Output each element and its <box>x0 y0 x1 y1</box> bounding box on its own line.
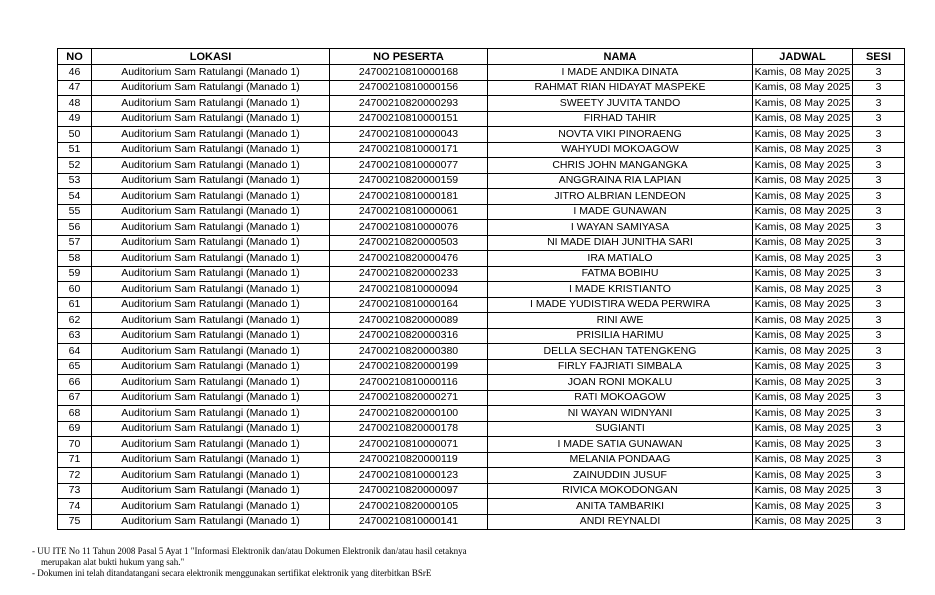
cell-lokasi: Auditorium Sam Ratulangi (Manado 1) <box>92 96 330 112</box>
cell-sesi: 3 <box>853 111 905 127</box>
cell-no-peserta: 24700210820000178 <box>330 421 488 437</box>
table-row <box>58 406 905 422</box>
cell-sesi: 3 <box>853 173 905 189</box>
cell-lokasi: Auditorium Sam Ratulangi (Manado 1) <box>92 328 330 344</box>
table-row <box>58 437 905 453</box>
cell-sesi: 3 <box>853 80 905 96</box>
cell-no-peserta: 24700210810000061 <box>330 204 488 220</box>
cell-no-peserta: 24700210820000316 <box>330 328 488 344</box>
cell-sesi: 3 <box>853 266 905 282</box>
cell-nama: JITRO ALBRIAN LENDEON <box>488 189 753 205</box>
header-lokasi: LOKASI <box>92 49 330 65</box>
cell-no-peserta: 24700210820000105 <box>330 499 488 515</box>
cell-jadwal: Kamis, 08 May 2025 <box>753 127 853 143</box>
table-row <box>58 266 905 282</box>
cell-no-peserta: 24700210810000094 <box>330 282 488 298</box>
table-row <box>58 282 905 298</box>
cell-no: 50 <box>58 127 92 143</box>
cell-no-peserta: 24700210820000233 <box>330 266 488 282</box>
cell-no: 67 <box>58 390 92 406</box>
cell-sesi: 3 <box>853 375 905 391</box>
cell-no-peserta: 24700210810000168 <box>330 65 488 81</box>
cell-lokasi: Auditorium Sam Ratulangi (Manado 1) <box>92 235 330 251</box>
cell-no-peserta: 24700210810000077 <box>330 158 488 174</box>
table-row <box>58 142 905 158</box>
cell-jadwal: Kamis, 08 May 2025 <box>753 266 853 282</box>
table-row <box>58 173 905 189</box>
table-row <box>58 204 905 220</box>
cell-lokasi: Auditorium Sam Ratulangi (Manado 1) <box>92 406 330 422</box>
table-row <box>58 80 905 96</box>
cell-no: 57 <box>58 235 92 251</box>
cell-no-peserta: 24700210820000293 <box>330 96 488 112</box>
cell-nama: FIRLY FAJRIATI SIMBALA <box>488 359 753 375</box>
cell-no-peserta: 24700210820000199 <box>330 359 488 375</box>
cell-jadwal: Kamis, 08 May 2025 <box>753 65 853 81</box>
cell-no: 47 <box>58 80 92 96</box>
cell-lokasi: Auditorium Sam Ratulangi (Manado 1) <box>92 220 330 236</box>
cell-no: 55 <box>58 204 92 220</box>
table-header-row <box>58 49 905 65</box>
cell-no: 59 <box>58 266 92 282</box>
cell-nama: ANITA TAMBARIKI <box>488 499 753 515</box>
cell-no-peserta: 24700210810000116 <box>330 375 488 391</box>
cell-lokasi: Auditorium Sam Ratulangi (Manado 1) <box>92 127 330 143</box>
cell-sesi: 3 <box>853 483 905 499</box>
cell-jadwal: Kamis, 08 May 2025 <box>753 158 853 174</box>
cell-no-peserta: 24700210820000271 <box>330 390 488 406</box>
legal-note-line-1: - UU ITE No 11 Tahun 2008 Pasal 5 Ayat 1 "Informasi Elektronik dan/atau Dokumen Elektronik dan/atau hasil cetaknya <box>32 546 467 556</box>
legal-note-line-2: merupakan alat bukti hukum yang sah." <box>41 557 185 567</box>
cell-sesi: 3 <box>853 297 905 313</box>
cell-sesi: 3 <box>853 282 905 298</box>
table-row <box>58 375 905 391</box>
cell-nama: RAHMAT RIAN HIDAYAT MASPEKE <box>488 80 753 96</box>
cell-nama: NOVTA VIKI PINORAENG <box>488 127 753 143</box>
cell-jadwal: Kamis, 08 May 2025 <box>753 390 853 406</box>
cell-no: 52 <box>58 158 92 174</box>
cell-sesi: 3 <box>853 468 905 484</box>
cell-nama: JOAN RONI MOKALU <box>488 375 753 391</box>
cell-lokasi: Auditorium Sam Ratulangi (Manado 1) <box>92 437 330 453</box>
table-row <box>58 96 905 112</box>
table-row <box>58 127 905 143</box>
cell-lokasi: Auditorium Sam Ratulangi (Manado 1) <box>92 251 330 267</box>
table-row <box>58 499 905 515</box>
cell-nama: NI WAYAN WIDNYANI <box>488 406 753 422</box>
signature-note: - Dokumen ini telah ditandatangani secara elektronik menggunakan sertifikat elektronik yang diterbitkan BSrE <box>32 568 432 578</box>
cell-nama: ZAINUDDIN JUSUF <box>488 468 753 484</box>
cell-no-peserta: 24700210820000503 <box>330 235 488 251</box>
cell-no: 75 <box>58 514 92 530</box>
cell-nama: CHRIS JOHN MANGANGKA <box>488 158 753 174</box>
table-row <box>58 359 905 375</box>
cell-jadwal: Kamis, 08 May 2025 <box>753 111 853 127</box>
cell-lokasi: Auditorium Sam Ratulangi (Manado 1) <box>92 483 330 499</box>
table-row <box>58 421 905 437</box>
cell-no-peserta: 24700210820000100 <box>330 406 488 422</box>
cell-no: 68 <box>58 406 92 422</box>
cell-nama: RIVICA MOKODONGAN <box>488 483 753 499</box>
participant-table <box>57 48 905 530</box>
table-row <box>58 220 905 236</box>
cell-no-peserta: 24700210810000141 <box>330 514 488 530</box>
cell-nama: SUGIANTI <box>488 421 753 437</box>
cell-no: 53 <box>58 173 92 189</box>
cell-lokasi: Auditorium Sam Ratulangi (Manado 1) <box>92 390 330 406</box>
footer-notes <box>32 546 467 579</box>
cell-lokasi: Auditorium Sam Ratulangi (Manado 1) <box>92 266 330 282</box>
header-jadwal: JADWAL <box>753 49 853 65</box>
cell-jadwal: Kamis, 08 May 2025 <box>753 359 853 375</box>
cell-nama: SWEETY JUVITA TANDO <box>488 96 753 112</box>
cell-nama: WAHYUDI MOKOAGOW <box>488 142 753 158</box>
cell-no: 49 <box>58 111 92 127</box>
table-row <box>58 111 905 127</box>
cell-sesi: 3 <box>853 499 905 515</box>
cell-jadwal: Kamis, 08 May 2025 <box>753 514 853 530</box>
cell-nama: PRISILIA HARIMU <box>488 328 753 344</box>
cell-jadwal: Kamis, 08 May 2025 <box>753 204 853 220</box>
cell-no: 69 <box>58 421 92 437</box>
cell-nama: I MADE YUDISTIRA WEDA PERWIRA <box>488 297 753 313</box>
cell-no: 48 <box>58 96 92 112</box>
cell-jadwal: Kamis, 08 May 2025 <box>753 80 853 96</box>
cell-sesi: 3 <box>853 328 905 344</box>
cell-jadwal: Kamis, 08 May 2025 <box>753 282 853 298</box>
cell-lokasi: Auditorium Sam Ratulangi (Manado 1) <box>92 452 330 468</box>
cell-nama: MELANIA PONDAAG <box>488 452 753 468</box>
cell-jadwal: Kamis, 08 May 2025 <box>753 328 853 344</box>
cell-sesi: 3 <box>853 452 905 468</box>
cell-lokasi: Auditorium Sam Ratulangi (Manado 1) <box>92 297 330 313</box>
cell-no: 60 <box>58 282 92 298</box>
cell-jadwal: Kamis, 08 May 2025 <box>753 96 853 112</box>
cell-no: 65 <box>58 359 92 375</box>
cell-sesi: 3 <box>853 359 905 375</box>
cell-lokasi: Auditorium Sam Ratulangi (Manado 1) <box>92 204 330 220</box>
cell-no-peserta: 24700210820000476 <box>330 251 488 267</box>
cell-sesi: 3 <box>853 220 905 236</box>
cell-jadwal: Kamis, 08 May 2025 <box>753 499 853 515</box>
cell-sesi: 3 <box>853 65 905 81</box>
cell-no: 74 <box>58 499 92 515</box>
cell-jadwal: Kamis, 08 May 2025 <box>753 189 853 205</box>
cell-no-peserta: 24700210810000164 <box>330 297 488 313</box>
cell-lokasi: Auditorium Sam Ratulangi (Manado 1) <box>92 375 330 391</box>
cell-no: 64 <box>58 344 92 360</box>
cell-nama: ANDI REYNALDI <box>488 514 753 530</box>
cell-no: 46 <box>58 65 92 81</box>
cell-nama: I MADE SATIA GUNAWAN <box>488 437 753 453</box>
header-sesi: SESI <box>853 49 905 65</box>
cell-no-peserta: 24700210820000380 <box>330 344 488 360</box>
cell-no: 62 <box>58 313 92 329</box>
table-row <box>58 65 905 81</box>
cell-no: 61 <box>58 297 92 313</box>
cell-nama: I MADE ANDIKA DINATA <box>488 65 753 81</box>
cell-sesi: 3 <box>853 189 905 205</box>
cell-no-peserta: 24700210810000171 <box>330 142 488 158</box>
table-row <box>58 313 905 329</box>
cell-jadwal: Kamis, 08 May 2025 <box>753 452 853 468</box>
cell-no: 63 <box>58 328 92 344</box>
cell-lokasi: Auditorium Sam Ratulangi (Manado 1) <box>92 158 330 174</box>
cell-no-peserta: 24700210810000043 <box>330 127 488 143</box>
cell-no-peserta: 24700210820000097 <box>330 483 488 499</box>
table-row <box>58 390 905 406</box>
cell-no-peserta: 24700210820000119 <box>330 452 488 468</box>
cell-sesi: 3 <box>853 142 905 158</box>
header-nama: NAMA <box>488 49 753 65</box>
cell-lokasi: Auditorium Sam Ratulangi (Manado 1) <box>92 499 330 515</box>
cell-lokasi: Auditorium Sam Ratulangi (Manado 1) <box>92 514 330 530</box>
cell-jadwal: Kamis, 08 May 2025 <box>753 313 853 329</box>
cell-no-peserta: 24700210810000071 <box>330 437 488 453</box>
cell-lokasi: Auditorium Sam Ratulangi (Manado 1) <box>92 173 330 189</box>
cell-no: 58 <box>58 251 92 267</box>
cell-sesi: 3 <box>853 251 905 267</box>
table-row <box>58 251 905 267</box>
cell-sesi: 3 <box>853 421 905 437</box>
cell-lokasi: Auditorium Sam Ratulangi (Manado 1) <box>92 282 330 298</box>
cell-lokasi: Auditorium Sam Ratulangi (Manado 1) <box>92 80 330 96</box>
cell-lokasi: Auditorium Sam Ratulangi (Manado 1) <box>92 313 330 329</box>
cell-lokasi: Auditorium Sam Ratulangi (Manado 1) <box>92 189 330 205</box>
cell-no: 51 <box>58 142 92 158</box>
cell-jadwal: Kamis, 08 May 2025 <box>753 297 853 313</box>
cell-no: 66 <box>58 375 92 391</box>
table-row <box>58 468 905 484</box>
cell-jadwal: Kamis, 08 May 2025 <box>753 421 853 437</box>
cell-nama: I MADE GUNAWAN <box>488 204 753 220</box>
table-row <box>58 452 905 468</box>
cell-no: 56 <box>58 220 92 236</box>
cell-jadwal: Kamis, 08 May 2025 <box>753 173 853 189</box>
cell-lokasi: Auditorium Sam Ratulangi (Manado 1) <box>92 142 330 158</box>
header-no: NO <box>58 49 92 65</box>
cell-no-peserta: 24700210810000151 <box>330 111 488 127</box>
cell-no-peserta: 24700210810000076 <box>330 220 488 236</box>
cell-jadwal: Kamis, 08 May 2025 <box>753 344 853 360</box>
cell-no-peserta: 24700210810000156 <box>330 80 488 96</box>
cell-no-peserta: 24700210820000159 <box>330 173 488 189</box>
cell-no: 72 <box>58 468 92 484</box>
cell-lokasi: Auditorium Sam Ratulangi (Manado 1) <box>92 468 330 484</box>
cell-jadwal: Kamis, 08 May 2025 <box>753 468 853 484</box>
table-row <box>58 189 905 205</box>
cell-sesi: 3 <box>853 204 905 220</box>
cell-no: 71 <box>58 452 92 468</box>
cell-nama: NI MADE DIAH JUNITHA SARI <box>488 235 753 251</box>
cell-jadwal: Kamis, 08 May 2025 <box>753 483 853 499</box>
table-row <box>58 158 905 174</box>
cell-lokasi: Auditorium Sam Ratulangi (Manado 1) <box>92 421 330 437</box>
cell-nama: IRA MATIALO <box>488 251 753 267</box>
cell-nama: RATI MOKOAGOW <box>488 390 753 406</box>
cell-lokasi: Auditorium Sam Ratulangi (Manado 1) <box>92 359 330 375</box>
cell-no: 54 <box>58 189 92 205</box>
header-no-peserta: NO PESERTA <box>330 49 488 65</box>
cell-sesi: 3 <box>853 313 905 329</box>
cell-nama: FATMA BOBIHU <box>488 266 753 282</box>
cell-nama: DELLA SECHAN TATENGKENG <box>488 344 753 360</box>
cell-sesi: 3 <box>853 406 905 422</box>
cell-nama: FIRHAD TAHIR <box>488 111 753 127</box>
cell-jadwal: Kamis, 08 May 2025 <box>753 375 853 391</box>
cell-lokasi: Auditorium Sam Ratulangi (Manado 1) <box>92 111 330 127</box>
cell-no-peserta: 24700210810000123 <box>330 468 488 484</box>
cell-jadwal: Kamis, 08 May 2025 <box>753 251 853 267</box>
cell-lokasi: Auditorium Sam Ratulangi (Manado 1) <box>92 65 330 81</box>
cell-jadwal: Kamis, 08 May 2025 <box>753 437 853 453</box>
cell-lokasi: Auditorium Sam Ratulangi (Manado 1) <box>92 344 330 360</box>
cell-sesi: 3 <box>853 344 905 360</box>
cell-no: 70 <box>58 437 92 453</box>
cell-no-peserta: 24700210820000089 <box>330 313 488 329</box>
table-row <box>58 328 905 344</box>
cell-nama: I WAYAN SAMIYASA <box>488 220 753 236</box>
cell-nama: ANGGRAINA RIA LAPIAN <box>488 173 753 189</box>
cell-sesi: 3 <box>853 235 905 251</box>
cell-sesi: 3 <box>853 96 905 112</box>
cell-nama: I MADE KRISTIANTO <box>488 282 753 298</box>
cell-sesi: 3 <box>853 514 905 530</box>
cell-jadwal: Kamis, 08 May 2025 <box>753 142 853 158</box>
cell-sesi: 3 <box>853 127 905 143</box>
cell-no-peserta: 24700210810000181 <box>330 189 488 205</box>
table-row <box>58 514 905 530</box>
table-row <box>58 297 905 313</box>
cell-nama: RINI AWE <box>488 313 753 329</box>
table-row <box>58 235 905 251</box>
cell-sesi: 3 <box>853 390 905 406</box>
cell-sesi: 3 <box>853 158 905 174</box>
cell-jadwal: Kamis, 08 May 2025 <box>753 406 853 422</box>
cell-sesi: 3 <box>853 437 905 453</box>
table-row <box>58 483 905 499</box>
table-row <box>58 344 905 360</box>
cell-jadwal: Kamis, 08 May 2025 <box>753 220 853 236</box>
cell-jadwal: Kamis, 08 May 2025 <box>753 235 853 251</box>
cell-no: 73 <box>58 483 92 499</box>
